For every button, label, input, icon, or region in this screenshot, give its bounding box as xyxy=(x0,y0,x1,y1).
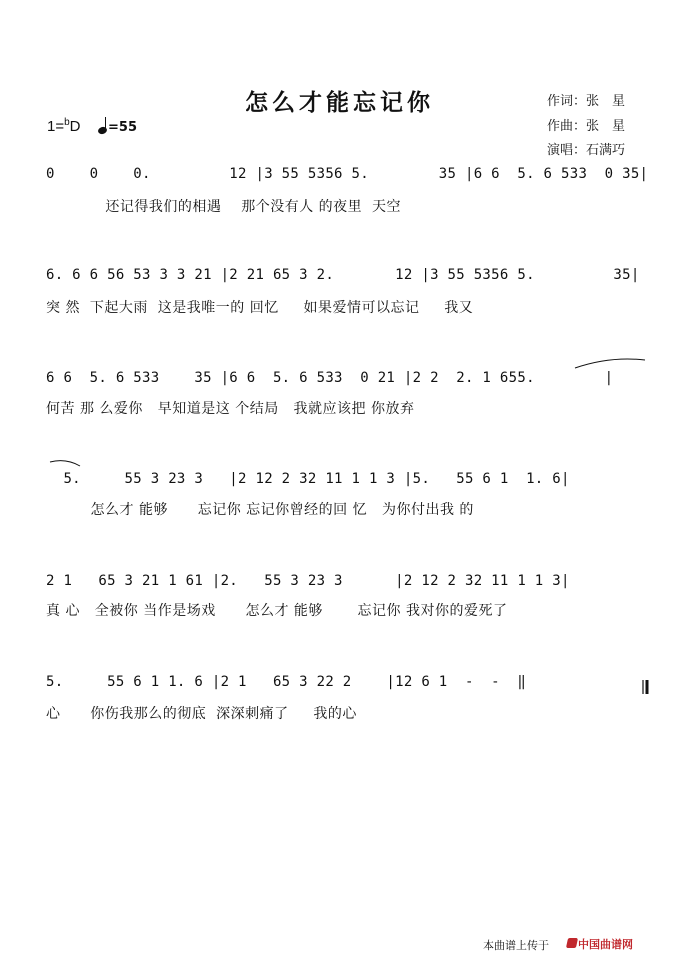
composer-credit: 作曲：张 星 xyxy=(547,119,626,134)
site-logo-text: 中国曲谱网 xyxy=(578,938,633,951)
key-signature: 1=$^b$D xyxy=(47,117,81,135)
lyrics-line-5: 真 心 全被你 当作是场戏 怎么才 能够 忘记你 我对你的爱死了 xyxy=(46,603,508,619)
notation-line-1: 0 0 0. 12 |3 55 5356 5. 35 |6 6 5. 6 533 0 35| xyxy=(46,166,649,182)
lyrics-line-3: 何苦 那 么爱你 早知道是这 个结局 我就应该把 你放弃 xyxy=(46,401,415,417)
tie-arc xyxy=(50,461,80,466)
singer-credit: 演唱：石满巧 xyxy=(547,143,626,158)
notation-line-4: 5. 55 3 23 3 |2 12 2 32 11 1 1 3 |5. 55 6 1 1. 6| xyxy=(46,471,570,487)
lyrics-line-2: 突 然 下起大雨 这是我唯一的 回忆 如果爱情可以忘记 我又 xyxy=(46,300,474,316)
notation-line-2: 6. 6 6 56 53 3 3 21 |2 21 65 3 2. 12 |3 55 5356 5. 35| xyxy=(46,267,640,283)
lyrics-line-1: 还记得我们的相遇 那个没有人 的夜里 天空 xyxy=(46,199,402,215)
notation-line-6: 5. 55 6 1 1. 6 |2 1 65 3 22 2 |12 6 1 - - ‖ xyxy=(46,674,527,690)
tempo-marking: =55 xyxy=(98,118,137,135)
notation-line-5: 2 1 65 3 21 1 61 |2. 55 3 23 3 |2 12 2 32 11 1 1 3| xyxy=(46,573,570,589)
lyrics-line-4: 怎么才 能够 忘记你 忘记你曾经的回 忆 为你付出我 的 xyxy=(46,502,474,518)
lyricist-credit: 作词：张 星 xyxy=(547,94,626,109)
tie-arc xyxy=(575,359,645,368)
song-title: 怎么才能忘记你 xyxy=(245,90,434,115)
lyrics-line-6: 心 你伤我那么的彻底 深深刺痛了 我的心 xyxy=(46,706,357,722)
upload-note: 本曲谱上传于 xyxy=(483,939,549,952)
notation-line-3: 6 6 5. 6 533 35 |6 6 5. 6 533 0 21 |2 2 2. 1 655. | xyxy=(46,370,614,386)
